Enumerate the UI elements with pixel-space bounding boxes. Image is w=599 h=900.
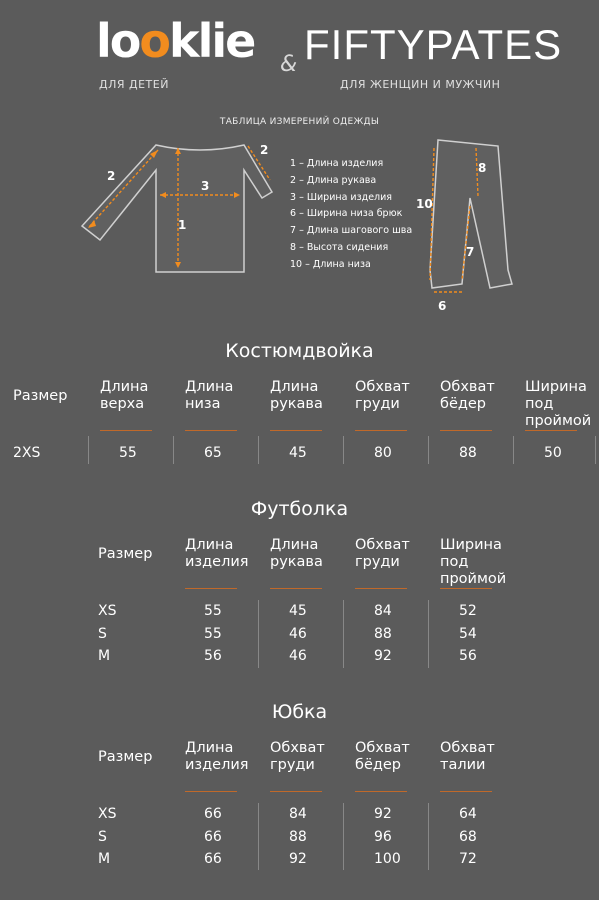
value-cell: 66 [204, 828, 222, 845]
column-separator [428, 600, 429, 668]
size-cell: S [98, 828, 107, 845]
fiftypates-logo: FIFTYPATES [304, 21, 563, 68]
column-separator [88, 436, 89, 464]
value-cell: 88 [289, 828, 307, 845]
column-header: Длина изделия [185, 537, 249, 570]
header-underline [355, 791, 407, 792]
header-underline [270, 791, 322, 792]
shirt-illustration [82, 145, 272, 272]
value-cell: 100 [374, 851, 401, 867]
value-cell: 68 [459, 828, 477, 845]
value-cell: 55 [204, 625, 222, 642]
header-underline [355, 588, 407, 589]
header-underline [355, 430, 407, 431]
column-separator [258, 436, 259, 464]
adults-subtitle: ДЛЯ ЖЕНЩИН И МУЖЧИН [340, 78, 501, 91]
column-separator [428, 436, 429, 464]
header-underline [185, 430, 237, 431]
value-cell: 80 [374, 445, 392, 461]
header-underline [185, 791, 237, 792]
size-column-header: Размер [98, 749, 153, 765]
value-cell: 46 [289, 625, 307, 642]
value-cell: 50 [544, 445, 562, 461]
value-cell: 96 [374, 828, 392, 845]
pants-illustration [430, 140, 512, 288]
value-cell: 55 [204, 603, 222, 619]
value-cell: 56 [459, 648, 477, 664]
pants-mark-hem: 6 [438, 299, 447, 313]
header-underline [270, 588, 322, 589]
column-header: Обхват бёдер [355, 740, 410, 773]
header-underline [525, 430, 577, 431]
value-cell: 66 [204, 851, 222, 867]
column-separator [513, 436, 514, 464]
value-cell: 54 [459, 625, 477, 642]
size-cell: XS [98, 603, 117, 619]
value-cell: 56 [204, 648, 222, 664]
legend-item: 2 – Длина рукава [290, 174, 377, 186]
measure-legend [290, 156, 412, 274]
column-separator [595, 436, 596, 464]
value-cell: 66 [204, 806, 222, 822]
column-separator [173, 436, 174, 464]
value-cell: 52 [459, 603, 477, 619]
shirt-mark-sleeve: 2 [107, 169, 116, 183]
column-header: Обхват талии [440, 740, 495, 773]
header-underline [270, 430, 322, 431]
header-underline [185, 588, 237, 589]
measure-chart-title: ТАБЛИЦА ИЗМЕРЕНИЙ ОДЕЖДЫ [219, 117, 380, 127]
column-header: Длина изделия [185, 740, 249, 773]
legend-item: 7 – Длина шагового шва [290, 225, 413, 237]
table-title: Юбка [271, 701, 328, 723]
value-cell: 84 [289, 806, 307, 822]
value-cell: 45 [289, 603, 307, 619]
brand-ampersand: & [280, 52, 298, 77]
table-title: Футболка [250, 498, 349, 520]
column-header: Длина рукава [270, 379, 323, 412]
shirt-mark-length: 1 [178, 218, 187, 232]
value-cell: 92 [374, 648, 392, 664]
header-underline [100, 430, 152, 431]
header-underline [440, 791, 492, 792]
value-cell: 88 [374, 625, 392, 642]
legend-item: 10 – Длина низа [290, 258, 371, 270]
header-underline [440, 430, 492, 431]
value-cell: 88 [459, 445, 477, 461]
value-cell: 84 [374, 603, 392, 619]
column-separator [343, 436, 344, 464]
value-cell: 45 [289, 445, 307, 461]
shirt-mark-sleeve-right: 2 [260, 143, 269, 157]
column-header: Обхват груди [270, 740, 325, 773]
value-cell: 92 [374, 806, 392, 822]
pants-mark-length: 10 [416, 197, 433, 211]
column-header: Ширина под проймой [525, 379, 592, 429]
size-cell: S [98, 625, 107, 642]
column-header: Длина верха [100, 379, 149, 412]
column-separator [258, 803, 259, 870]
lookie-logo: looklie [96, 14, 255, 68]
logo-orange-o: o [139, 14, 169, 68]
size-cell: M [98, 648, 111, 664]
size-cell: 2XS [13, 445, 41, 461]
value-cell: 65 [204, 445, 222, 461]
column-separator [258, 600, 259, 668]
value-cell: 55 [119, 445, 137, 461]
column-header: Длина рукава [270, 537, 323, 570]
value-cell: 72 [459, 851, 477, 867]
size-cell: XS [98, 806, 117, 822]
pants-mark-rise: 8 [478, 161, 487, 175]
column-header: Обхват груди [355, 379, 410, 412]
legend-item: 1 – Длина изделия [290, 158, 384, 169]
value-cell: 92 [289, 851, 307, 867]
column-separator [343, 600, 344, 668]
column-header: Ширина под проймой [440, 537, 507, 587]
shirt-mark-width: 3 [201, 179, 210, 193]
pants-mark-inseam: 7 [466, 245, 475, 259]
column-header: Длина низа [185, 379, 234, 412]
legend-item: 8 – Высота сидения [290, 241, 389, 253]
legend-item: 6 – Ширина низа брюк [290, 208, 403, 220]
legend-item: 3 – Ширина изделия [290, 191, 393, 203]
column-separator [428, 803, 429, 870]
size-column-header: Размер [13, 388, 68, 404]
size-cell: M [98, 851, 111, 867]
column-header: Обхват груди [355, 537, 410, 570]
size-column-header: Размер [98, 546, 153, 562]
value-cell: 46 [289, 648, 307, 664]
kids-subtitle: ДЛЯ ДЕТЕЙ [99, 78, 169, 91]
column-header: Обхват бёдер [440, 379, 495, 412]
table-title: Костюмдвойка [225, 340, 374, 362]
value-cell: 64 [459, 806, 477, 822]
header-underline [440, 588, 492, 589]
column-separator [343, 803, 344, 870]
